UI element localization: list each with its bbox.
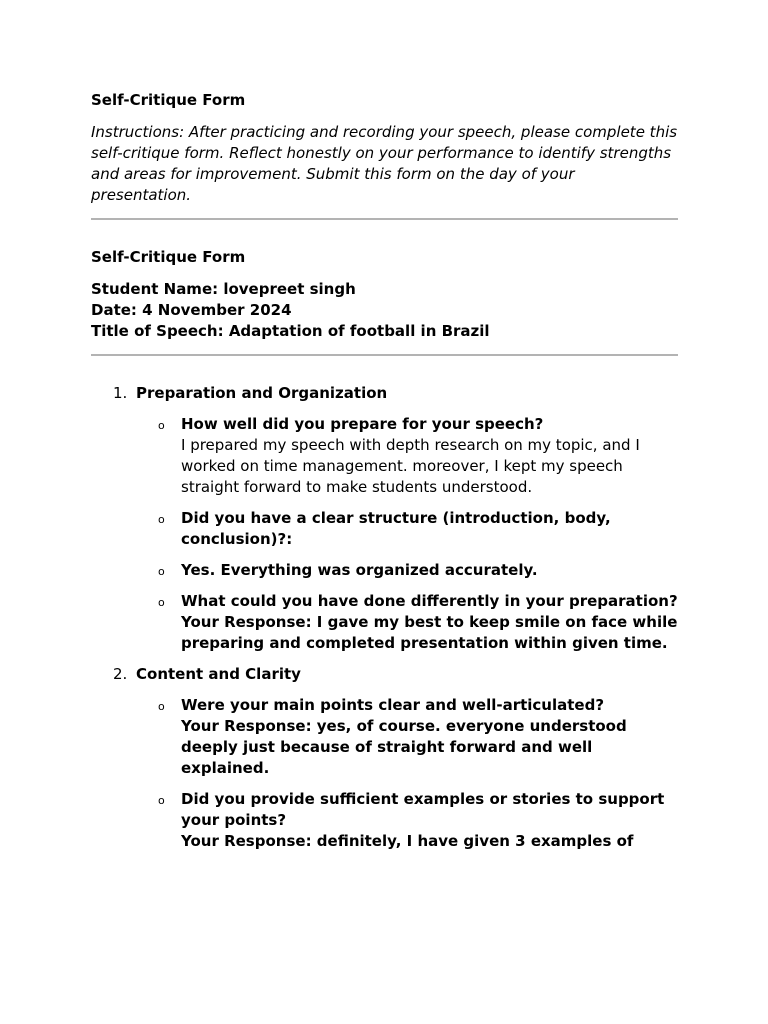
question-list	[91, 414, 678, 654]
question-item	[91, 508, 678, 550]
section-number: 2.	[113, 665, 128, 683]
question-text: What could you have done differently in your preparation?	[181, 592, 678, 610]
horizontal-divider	[91, 354, 678, 356]
question-item	[91, 695, 678, 779]
answer-text: I prepared my speech with depth research on my topic, and I worked on time management. moreover, I kept my speech straight forward to make students understood.	[181, 436, 640, 496]
answer-text: Your Response: I gave my best to keep smile on face while preparing and completed presentation within given time.	[181, 613, 678, 652]
question-item	[91, 591, 678, 654]
question-item	[91, 560, 678, 581]
horizontal-divider	[91, 218, 678, 220]
section-number: 1.	[113, 384, 128, 402]
document-page	[91, 90, 678, 862]
answer-text: Your Response: definitely, I have given 3 examples of	[181, 832, 634, 850]
student-name: Student Name: lovepreet singh	[91, 280, 356, 298]
question-text: Did you provide sufficient examples or stories to support your points?	[181, 790, 665, 829]
bullet-icon: o	[158, 565, 165, 578]
form-title: Self-Critique Form	[91, 248, 246, 266]
question-item	[91, 414, 678, 498]
section-content-clarity	[91, 664, 678, 852]
speech-title: Title of Speech: Adaptation of football in Brazil	[91, 322, 490, 340]
question-text: Did you have a clear structure (introduction, body, conclusion)?:	[181, 509, 611, 548]
bullet-icon: o	[158, 419, 165, 432]
question-text: Were your main points clear and well-articulated?	[181, 696, 605, 714]
question-text: How well did you prepare for your speech?	[181, 415, 544, 433]
question-text: Yes. Everything was organized accurately.	[181, 561, 538, 579]
bullet-icon: o	[158, 596, 165, 609]
answer-text: Your Response: yes, of course. everyone understood deeply just because of straight forward and well explained.	[181, 717, 627, 777]
question-item	[91, 789, 678, 852]
section-preparation	[91, 383, 678, 654]
sections-list	[91, 383, 678, 852]
bullet-icon: o	[158, 700, 165, 713]
document-title: Self-Critique Form	[91, 91, 246, 109]
section-title: Content and Clarity	[136, 665, 301, 683]
bullet-icon: o	[158, 794, 165, 807]
section-heading	[91, 664, 678, 685]
question-list	[91, 695, 678, 852]
instructions-text: Instructions: After practicing and recording your speech, please complete this self-critique form. Reflect honestly on your performance to identify strengths and areas for improvement. Submit this form on the day of your presentation.	[91, 123, 678, 204]
form-date: Date: 4 November 2024	[91, 301, 292, 319]
section-heading	[91, 383, 678, 404]
section-title: Preparation and Organization	[136, 384, 388, 402]
bullet-icon: o	[158, 513, 165, 526]
